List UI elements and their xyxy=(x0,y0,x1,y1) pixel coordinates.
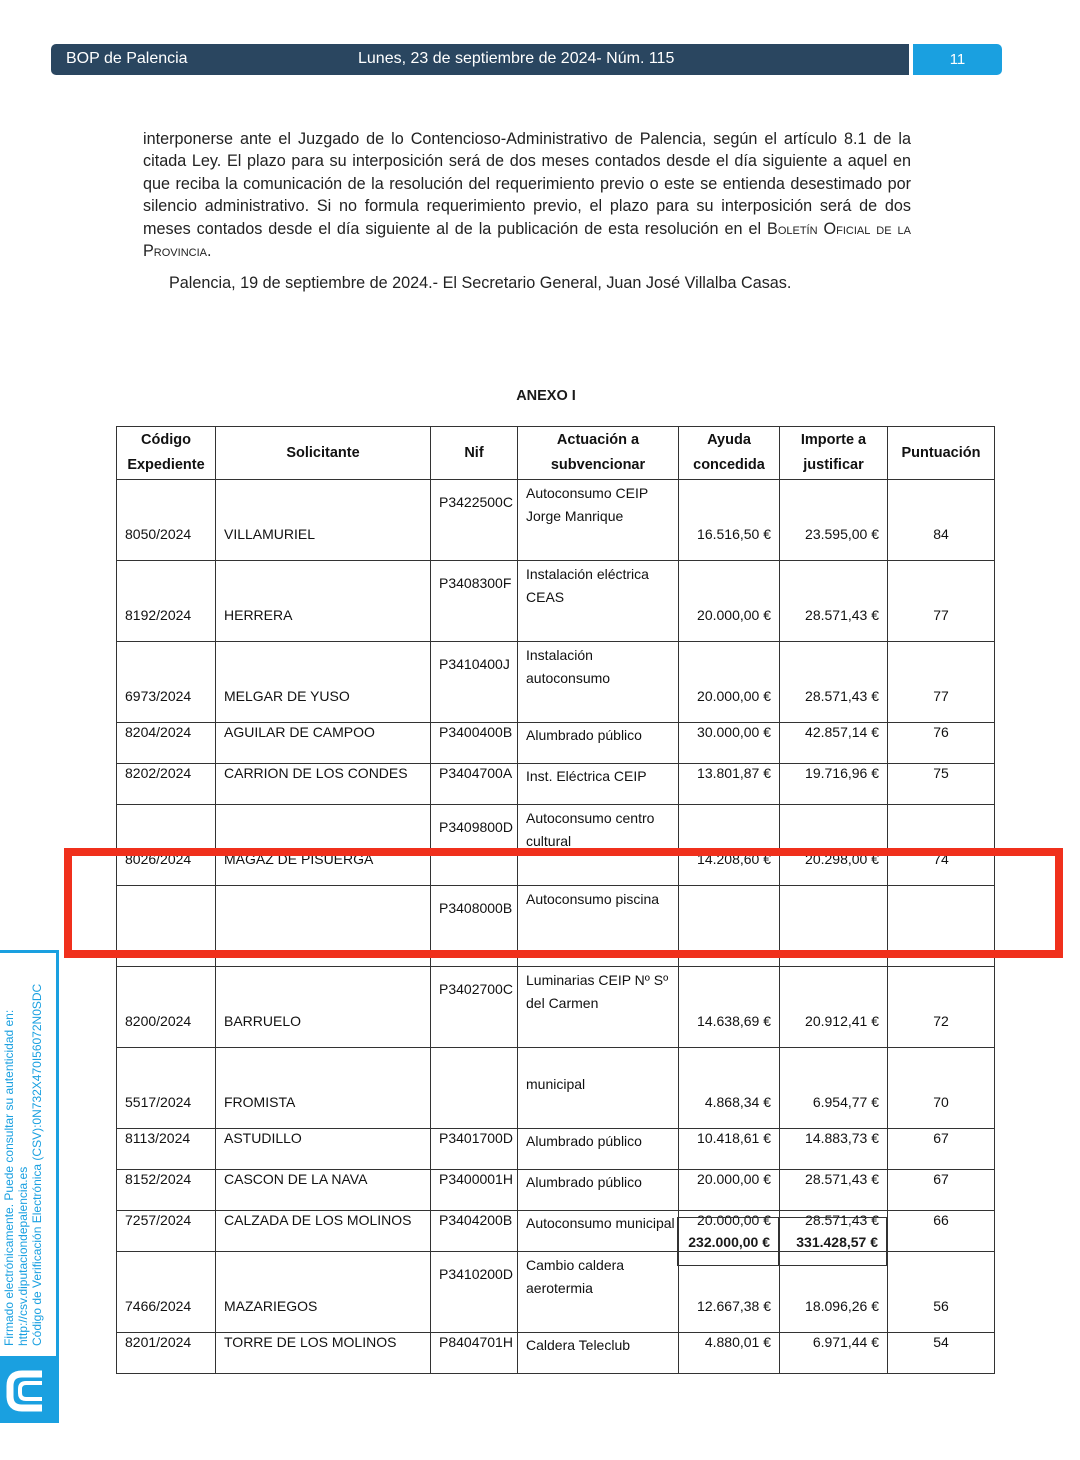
cell-nif xyxy=(431,1048,518,1129)
action-line: Autoconsumo piscina xyxy=(526,891,660,907)
cell-action xyxy=(518,723,679,764)
cell-justify: 28.571,43 € xyxy=(780,642,888,723)
cell-aid: 13.801,87 € xyxy=(679,764,780,805)
cell-code: 5517/2024 xyxy=(117,1048,216,1129)
total-justify: 331.428,57 € xyxy=(779,1218,887,1266)
cell-code: 8026/2024 xyxy=(117,805,216,886)
cell-nif: P3402700C xyxy=(431,967,518,1048)
cell-score: 66 xyxy=(888,1211,995,1252)
totals-row xyxy=(678,1218,887,1266)
action-line: Autoconsumo CEIP xyxy=(526,485,649,501)
cell-code: 8204/2024 xyxy=(117,723,216,764)
cell-applicant: CARRION DE LOS CONDES xyxy=(216,764,431,805)
cell-aid: 4.868,34 € xyxy=(679,1048,780,1129)
csv-logo xyxy=(0,1356,59,1423)
cell-nif: P3410200D xyxy=(431,1252,518,1333)
cell-nif: P3400400B xyxy=(431,723,518,764)
paragraph-text: interponerse ante el Juzgado de lo Contencioso-Administrativo de Palencia, según el artículo 8.1 de la citada Ley. El plazo para su interposición será de dos meses contados desde el día siguiente a aquel en que reciba la comunicación de la resolución del requerimiento previo o este se entienda desestimado por silencio administrativo. Si no formula requerimiento previo, el plazo para su interposición será de dos meses contados desde el día siguiente al de la publicación de esta resolución en el xyxy=(143,130,911,238)
cell-justify: 19.716,96 € xyxy=(780,764,888,805)
cell-justify: 18.096,26 € xyxy=(780,1252,888,1333)
cell-nif: P3401700D xyxy=(431,1129,518,1170)
action-line: aerotermia xyxy=(526,1280,593,1296)
cell-code: 8152/2024 xyxy=(117,1170,216,1211)
action-line: autoconsumo xyxy=(526,670,611,686)
cell-code: 8192/2024 xyxy=(117,561,216,642)
action-line: Jorge Manrique xyxy=(526,508,624,524)
cell-aid: 14.208,60 € xyxy=(679,805,780,886)
action-line xyxy=(526,1050,678,1073)
action-line: municipal xyxy=(526,1076,586,1092)
table-row xyxy=(117,1048,995,1129)
sidebar-line xyxy=(56,952,59,1356)
cell-nif: P8404701H xyxy=(431,1333,518,1374)
table-row xyxy=(117,764,995,805)
cell-nif: P3400001H xyxy=(431,1170,518,1211)
cell-nif: P3422500C xyxy=(431,480,518,561)
header-justify: Importe a justificar xyxy=(780,427,888,480)
verification-line: Firmado electrónicamente. Puede consultar su autenticidad en: xyxy=(2,1009,16,1346)
table-row xyxy=(117,642,995,723)
action-line: Luminarias CEIP Nº Sº xyxy=(526,972,669,988)
cell-nif: P3409800D xyxy=(431,805,518,886)
cell-action xyxy=(518,1252,679,1333)
action-line: Caldera Teleclub xyxy=(526,1337,631,1353)
cell-code: 8201/2024 xyxy=(117,1333,216,1374)
issue-date: Lunes, 23 de septiembre de 2024- Núm. 115 xyxy=(358,50,675,67)
cell-nif: P3408000B xyxy=(431,886,518,967)
cell-score: 70 xyxy=(888,1048,995,1129)
publication-title: BOP de Palencia xyxy=(66,50,188,67)
cell-applicant: MAZARIEGOS xyxy=(216,1252,431,1333)
action-line: Inst. Eléctrica CEIP xyxy=(526,768,647,784)
cell-score: 67 xyxy=(888,1170,995,1211)
cell-justify: 20.912,41 € xyxy=(780,967,888,1048)
cell-score: 75 xyxy=(888,764,995,805)
cell-applicant: MELGAR DE YUSO xyxy=(216,642,431,723)
cell-applicant: AGUILAR DE CAMPOO xyxy=(216,723,431,764)
cell-code: 8200/2024 xyxy=(117,967,216,1048)
cell-nif: P3404700A xyxy=(431,764,518,805)
cell-justify: 42.857,14 € xyxy=(780,723,888,764)
header-nif: Nif xyxy=(431,427,518,480)
action-line: CEAS xyxy=(526,589,565,605)
cell-justify: 28.571,43 € xyxy=(780,1170,888,1211)
cell-action xyxy=(518,642,679,723)
cell-nif: P3410400J xyxy=(431,642,518,723)
cell-code: 6973/2024 xyxy=(117,642,216,723)
cell-code: 8202/2024 xyxy=(117,764,216,805)
header-code: Código Expediente xyxy=(117,427,216,480)
cell-aid: 14.638,69 € xyxy=(679,967,780,1048)
red-highlight-box xyxy=(64,848,1063,958)
verification-code: Código de Verificación Electrónica (CSV):0N732X470I56072N0SDC xyxy=(30,983,44,1346)
cell-action xyxy=(518,561,679,642)
table-row xyxy=(117,1170,995,1211)
cell-aid: 20.000,00 € xyxy=(679,1170,780,1211)
cell-applicant: CASCON DE LA NAVA xyxy=(216,1170,431,1211)
table-row xyxy=(117,561,995,642)
cell-justify: 28.571,43 € xyxy=(780,561,888,642)
cell-action xyxy=(518,967,679,1048)
header-aid: Ayuda concedida xyxy=(679,427,780,480)
body-paragraph xyxy=(143,128,911,262)
header-score: Puntuación xyxy=(888,427,995,480)
totals-table xyxy=(677,1217,887,1266)
cell-aid: 4.880,01 € xyxy=(679,1333,780,1374)
cell-justify: 6.971,44 € xyxy=(780,1333,888,1374)
cell-applicant: TORRE DE LOS MOLINOS xyxy=(216,1333,431,1374)
cell-applicant: FROMISTA xyxy=(216,1048,431,1129)
cell-code: 7466/2024 xyxy=(117,1252,216,1333)
cell-aid: 10.418,61 € xyxy=(679,1129,780,1170)
cell-action xyxy=(518,1129,679,1170)
cell-score: 77 xyxy=(888,642,995,723)
cell-score: 76 xyxy=(888,723,995,764)
cell-applicant: ASTUDILLO xyxy=(216,1129,431,1170)
cell-aid: 20.000,00 € xyxy=(679,561,780,642)
cell-action xyxy=(518,1048,679,1129)
table-row xyxy=(117,1333,995,1374)
cell-score: 54 xyxy=(888,1333,995,1374)
cell-applicant: BARRUELO xyxy=(216,967,431,1048)
action-line: Autoconsumo municipal xyxy=(526,1215,675,1231)
cell-justify: 14.883,73 € xyxy=(780,1129,888,1170)
cell-score: 72 xyxy=(888,967,995,1048)
bulletin-name: Boletín Oficial de la Provincia xyxy=(143,219,912,261)
cell-aid: 12.667,38 € xyxy=(679,1252,780,1333)
cell-justify: 6.954,77 € xyxy=(780,1048,888,1129)
cell-score: 74 xyxy=(888,805,995,886)
table-row xyxy=(117,723,995,764)
cell-score: 77 xyxy=(888,561,995,642)
table-row xyxy=(117,967,995,1048)
cell-applicant: HERRERA xyxy=(216,561,431,642)
cell-aid: 20.000,00 € xyxy=(679,1211,780,1252)
action-line: Alumbrado público xyxy=(526,1133,642,1149)
cell-nif: P3408300F xyxy=(431,561,518,642)
cell-justify: 20.298,00 € xyxy=(780,805,888,886)
action-line: Cambio caldera xyxy=(526,1257,625,1273)
cell-score: 67 xyxy=(888,1129,995,1170)
cell-score: 84 xyxy=(888,480,995,561)
action-line: cultural xyxy=(526,833,572,849)
action-line: Alumbrado público xyxy=(526,727,642,743)
cell-justify: 28.571,43 € xyxy=(780,1211,888,1252)
cell-code: 8050/2024 xyxy=(117,480,216,561)
cell-action xyxy=(518,764,679,805)
paragraph-end: . xyxy=(206,242,212,261)
cell-justify: 23.595,00 € xyxy=(780,480,888,561)
page-header xyxy=(51,44,909,75)
table-row xyxy=(117,1129,995,1170)
action-line: Instalación eléctrica xyxy=(526,566,649,582)
cell-action xyxy=(518,1211,679,1252)
action-line: Autoconsumo centro xyxy=(526,810,655,826)
cell-code: 7257/2024 xyxy=(117,1211,216,1252)
cell-aid: 20.000,00 € xyxy=(679,642,780,723)
header-action: Actuación a subvencionar xyxy=(518,427,679,480)
cell-applicant: MAGAZ DE PISUERGA xyxy=(216,805,431,886)
cell-code: 8113/2024 xyxy=(117,1129,216,1170)
cell-applicant: VILLAMURIEL xyxy=(216,480,431,561)
cell-nif: P3404200B xyxy=(431,1211,518,1252)
cell-score: 56 xyxy=(888,1252,995,1333)
action-line: Alumbrado público xyxy=(526,1174,642,1190)
cell-action xyxy=(518,480,679,561)
total-aid: 232.000,00 € xyxy=(678,1218,779,1266)
annex-title: ANEXO I xyxy=(516,388,576,404)
cell-aid: 30.000,00 € xyxy=(679,723,780,764)
table-row xyxy=(117,480,995,561)
cell-action xyxy=(518,1333,679,1374)
header-applicant: Solicitante xyxy=(216,427,431,480)
action-line: del Carmen xyxy=(526,995,599,1011)
page-number: 11 xyxy=(913,44,1002,75)
cell-aid: 16.516,50 € xyxy=(679,480,780,561)
verification-note xyxy=(2,946,44,1346)
action-line: Instalación xyxy=(526,647,593,663)
cell-action xyxy=(518,1170,679,1211)
verification-url: http://csv.diputaciondepalencia.es xyxy=(16,1166,30,1346)
cell-applicant: CALZADA DE LOS MOLINOS xyxy=(216,1211,431,1252)
signature-line: Palencia, 19 de septiembre de 2024.- El Secretario General, Juan José Villalba Casas. xyxy=(169,274,792,292)
table-header-row xyxy=(117,427,995,480)
